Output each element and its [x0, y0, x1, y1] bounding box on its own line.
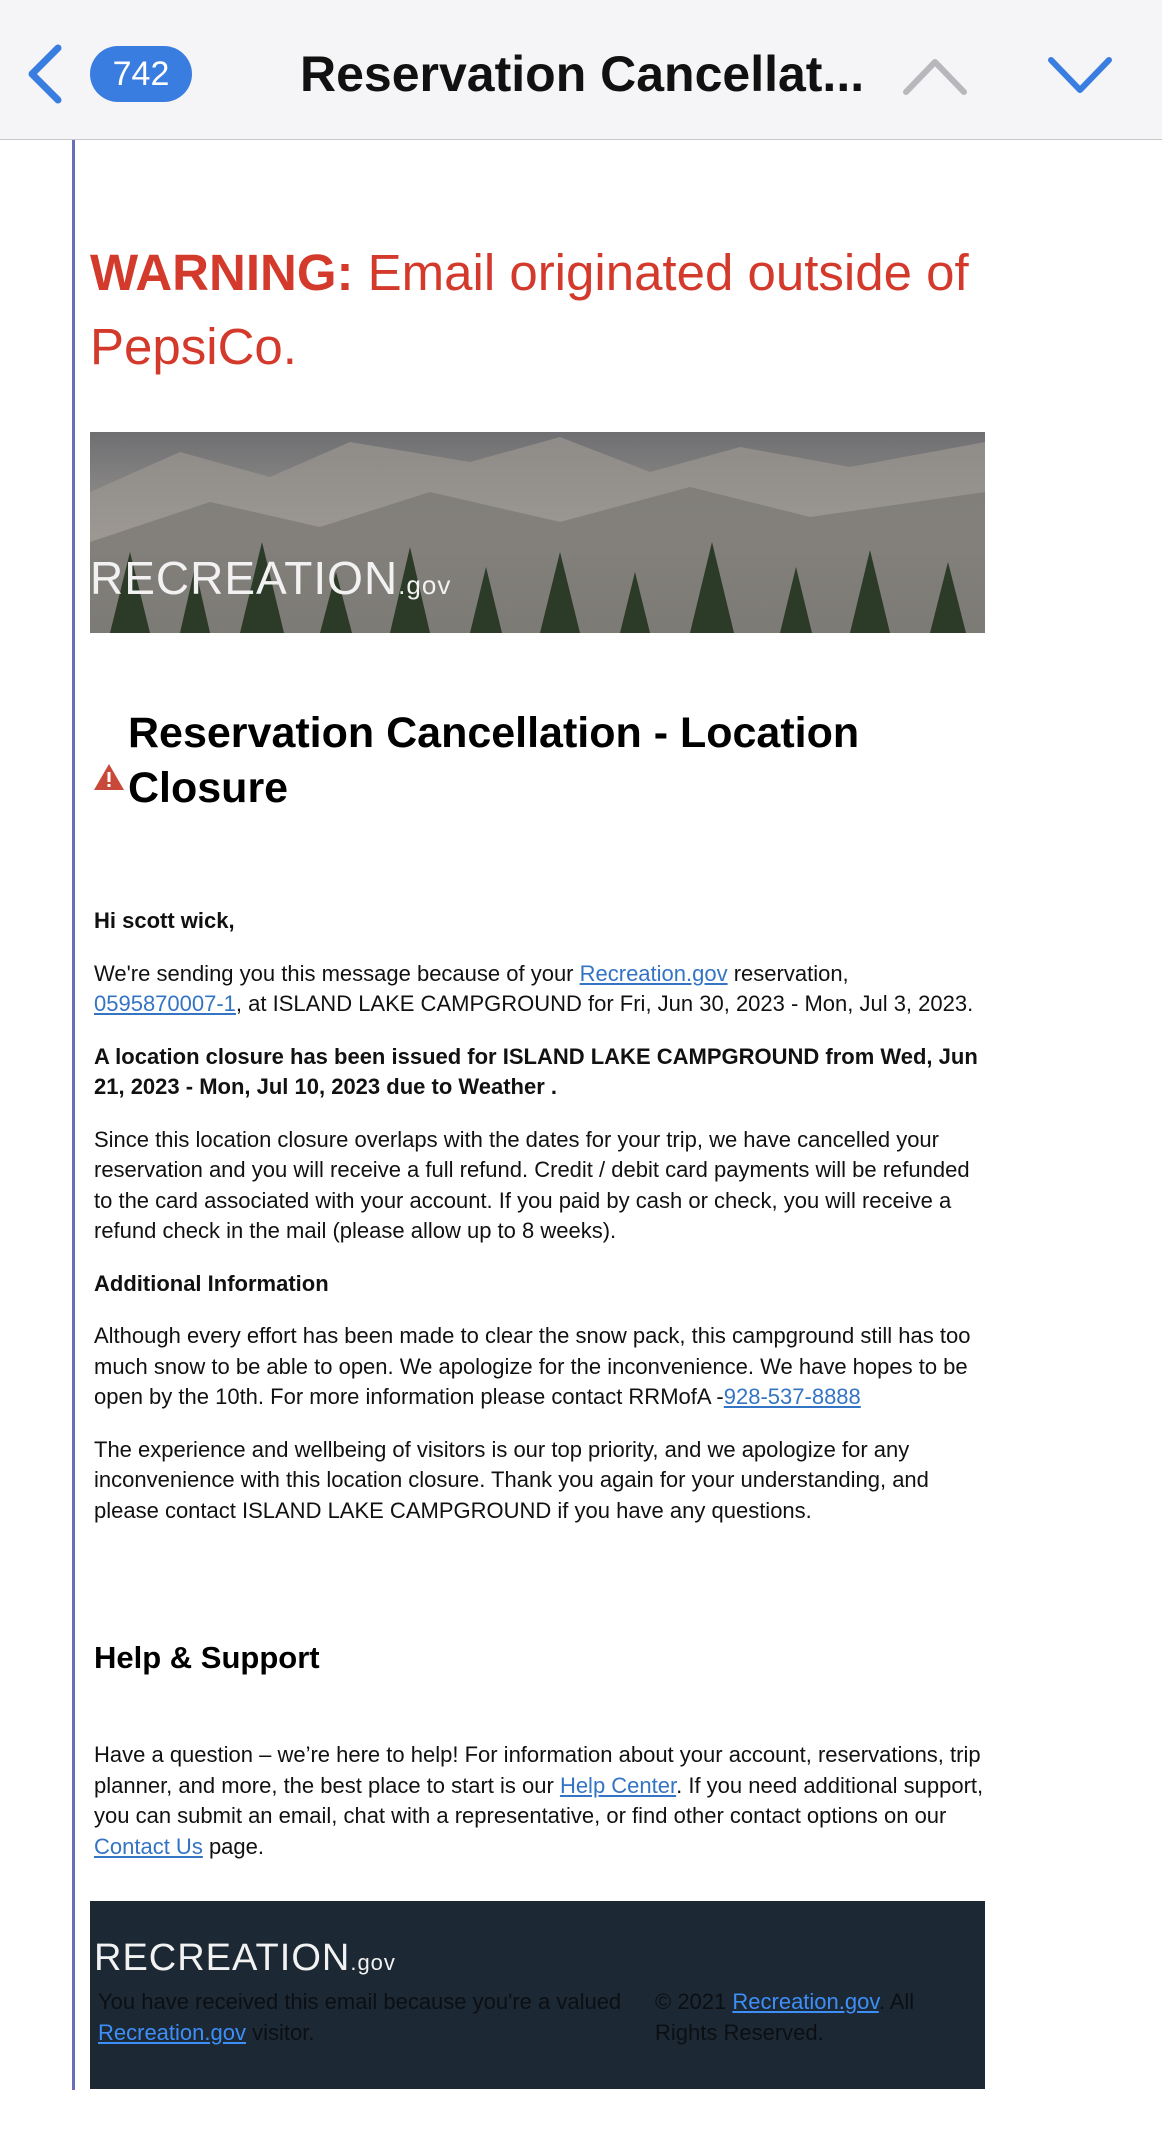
wellbeing-paragraph: The experience and wellbeing of visitors is our top priority, and we apologize for any inconvenience with this location closure. Thank you again for your understanding, and please contact ISLAND LAKE CAMPGROUND if you have any questions. — [94, 1436, 929, 1523]
p1-text-c: , at ISLAND LAKE CAMPGROUND for Fri, Jun 30, 2023 - Mon, Jul 3, 2023. — [235, 991, 974, 1016]
refund-paragraph: Since this location closure overlaps with the dates for your trip, we have cancelled your reservation and you will receive a full refund. Credit / debit card payments will be refunded to the card associated with your account. If you paid by cash or check, you will receive a refund check in the mail (please allow up to 8 weeks). — [94, 1126, 970, 1243]
external-email-warning — [90, 236, 990, 384]
email-heading: Reservation Cancellation - Location Closure — [128, 709, 860, 812]
recreation-gov-banner[interactable] — [90, 432, 985, 633]
reservation-number-link[interactable]: 0595870007-1 — [94, 991, 236, 1016]
quote-bar — [72, 140, 75, 2090]
banner-logo-suffix: .gov — [398, 570, 452, 600]
email-footer — [90, 1901, 985, 2089]
footer-left-text-a: You have received this email because you're a valued — [98, 1989, 622, 2014]
next-message-chevron-down-icon[interactable] — [1045, 50, 1115, 100]
additional-info-text: Although every effort has been made to clear the snow pack, this campground still has too much snow to be able to open. We apologize for the inconvenience. We have hopes to be open by the 10th. For more information please contact RRMofA - — [94, 1323, 971, 1409]
recreation-gov-link[interactable]: Recreation.gov — [579, 960, 728, 986]
footer-right-text-a: © 2021 — [655, 1989, 733, 2014]
greeting: Hi scott wick, — [94, 908, 235, 933]
help-center-link[interactable]: Help Center — [559, 1772, 677, 1798]
footer-notice — [98, 1987, 638, 2048]
message-subject-title: Reservation Cancellat... — [300, 46, 865, 102]
additional-info-paragraph — [94, 1321, 984, 1413]
warning-text: Email originated outside of PepsiCo. — [90, 244, 969, 375]
footer-logo-text: RECREATION — [94, 1937, 351, 1979]
warning-triangle-icon — [92, 762, 126, 792]
previous-message-chevron-up-icon[interactable] — [900, 50, 970, 100]
mail-nav-bar — [0, 0, 1162, 140]
footer-logo-suffix: .gov — [350, 1950, 396, 1975]
footer-recreation-link[interactable]: Recreation.gov — [98, 2019, 246, 2045]
p1-text-a: We're sending you this message because of your — [94, 960, 580, 986]
help-support-paragraph — [94, 1740, 984, 1862]
warning-label: WARNING: — [90, 244, 354, 301]
help-support-title: Help & Support — [94, 1640, 320, 1675]
back-chevron-icon[interactable] — [20, 42, 68, 106]
contact-us-link[interactable]: Contact Us — [94, 1833, 203, 1859]
unread-count-badge[interactable]: 742 — [90, 46, 192, 102]
footer-right-text-b: . All Rights Reserved. — [655, 1989, 915, 2045]
help-text-c: page. — [202, 1833, 264, 1859]
footer-logo — [94, 1937, 396, 1980]
p1-text-b: reservation, — [727, 960, 849, 986]
additional-info-title: Additional Information — [94, 1270, 329, 1296]
help-text-b: . If you need additional support, you can submit an email, chat with a representative, or find other contact options on our — [94, 1772, 984, 1828]
help-text-a: Have a question – we’re here to help! For information about your account, reservations, trip planner, and more, the best place to start is our — [94, 1742, 981, 1798]
email-body — [94, 906, 984, 1548]
footer-copyright — [655, 1987, 955, 2048]
reservation-paragraph — [94, 959, 984, 1020]
footer-copyright-link[interactable]: Recreation.gov — [732, 1989, 879, 2014]
phone-link[interactable]: 928-537-8888 — [723, 1384, 861, 1409]
footer-left-text-b: visitor. — [245, 2019, 315, 2045]
banner-logo-text: RECREATION — [90, 552, 399, 604]
closure-notice: A location closure has been issued for ISLAND LAKE CAMPGROUND from Wed, Jun 21, 2023 - Mon, Jul 10, 2023 due to Weather . — [94, 1043, 978, 1099]
